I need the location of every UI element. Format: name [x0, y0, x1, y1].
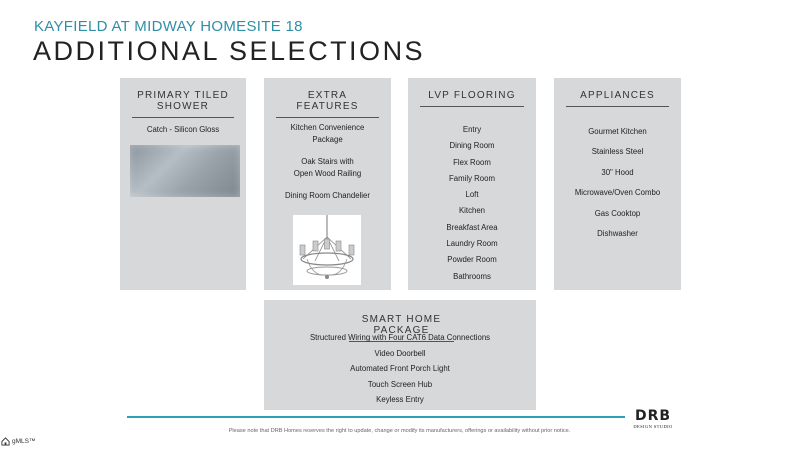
list-item: Bathrooms	[453, 271, 491, 281]
card-primary-tiled-shower	[120, 78, 246, 290]
list-item: Kitchen Convenience	[290, 123, 365, 132]
card-title: PRIMARY TILED SHOWER	[132, 90, 234, 118]
list-item: Microwave/Oven Combo	[574, 188, 661, 198]
list-item: Automated Front Porch Light	[350, 364, 450, 374]
list-item: Oak Stairs with	[301, 157, 354, 166]
list-item: Structured Wiring with Four CAT6 Data Connections	[309, 333, 491, 342]
list-item: Touch Screen Hub	[367, 379, 433, 389]
card-lvp-flooring	[408, 78, 536, 290]
card-appliances	[554, 78, 681, 290]
list-item: Open Wood Railing	[293, 169, 362, 178]
list-item: Video Doorbell	[374, 348, 426, 358]
list-item: Catch - Silicon Gloss	[146, 125, 220, 134]
card-title: APPLIANCES	[566, 90, 669, 107]
list-item: Dining Room	[449, 141, 495, 151]
list-item: Kitchen	[458, 206, 485, 216]
logo-main-text: DRB	[634, 408, 672, 424]
list-item: Stainless Steel	[591, 147, 644, 157]
list-item: Breakfast Area	[446, 222, 498, 232]
list-item: Gas Cooktop	[594, 208, 641, 218]
page-title: ADDITIONAL SELECTIONS	[33, 36, 426, 66]
card-title: LVP FLOORING	[420, 90, 524, 107]
list-item: Family Room	[449, 173, 495, 183]
card-items	[120, 122, 246, 138]
page-subtitle: KAYFIELD AT MIDWAY HOMESITE 18	[34, 18, 303, 35]
list-item: Dishwasher	[597, 229, 638, 239]
list-item: Flex Room	[453, 157, 491, 167]
list-item: Package	[312, 135, 343, 144]
footer-disclaimer: Please note that DRB Homes reserves the right to update, change or modify its manufacturers, offerings or availability without prior notice.	[228, 428, 571, 434]
list-item: Laundry Room	[446, 239, 498, 249]
mls-watermark	[1, 437, 35, 446]
card-items	[264, 122, 391, 202]
shower-tile-swatch-image	[130, 145, 240, 197]
list-item: Gourmet Kitchen	[588, 127, 647, 136]
card-title: EXTRA FEATURES	[276, 90, 379, 118]
logo-sub-text: DESIGN STUDIO	[633, 424, 673, 429]
list-item: Keyless Entry	[376, 395, 424, 405]
list-item: Powder Room	[447, 255, 497, 265]
card-items	[554, 122, 681, 244]
drb-design-studio-logo	[632, 408, 674, 429]
list-item: Loft	[465, 190, 479, 200]
mls-label: gMLS™	[12, 438, 36, 445]
footer-divider	[127, 416, 625, 418]
chandelier-image	[293, 215, 361, 285]
list-item: Entry	[462, 125, 482, 134]
list-item: Dining Room Chandelier	[285, 191, 370, 200]
list-item: 30" Hood	[601, 167, 634, 177]
card-items	[264, 330, 536, 408]
card-items	[408, 122, 536, 285]
card-smart-home-package	[264, 300, 536, 410]
card-extra-features	[264, 78, 391, 290]
house-icon	[1, 437, 10, 446]
card-title: SMART HOME PACKAGE	[349, 314, 454, 342]
